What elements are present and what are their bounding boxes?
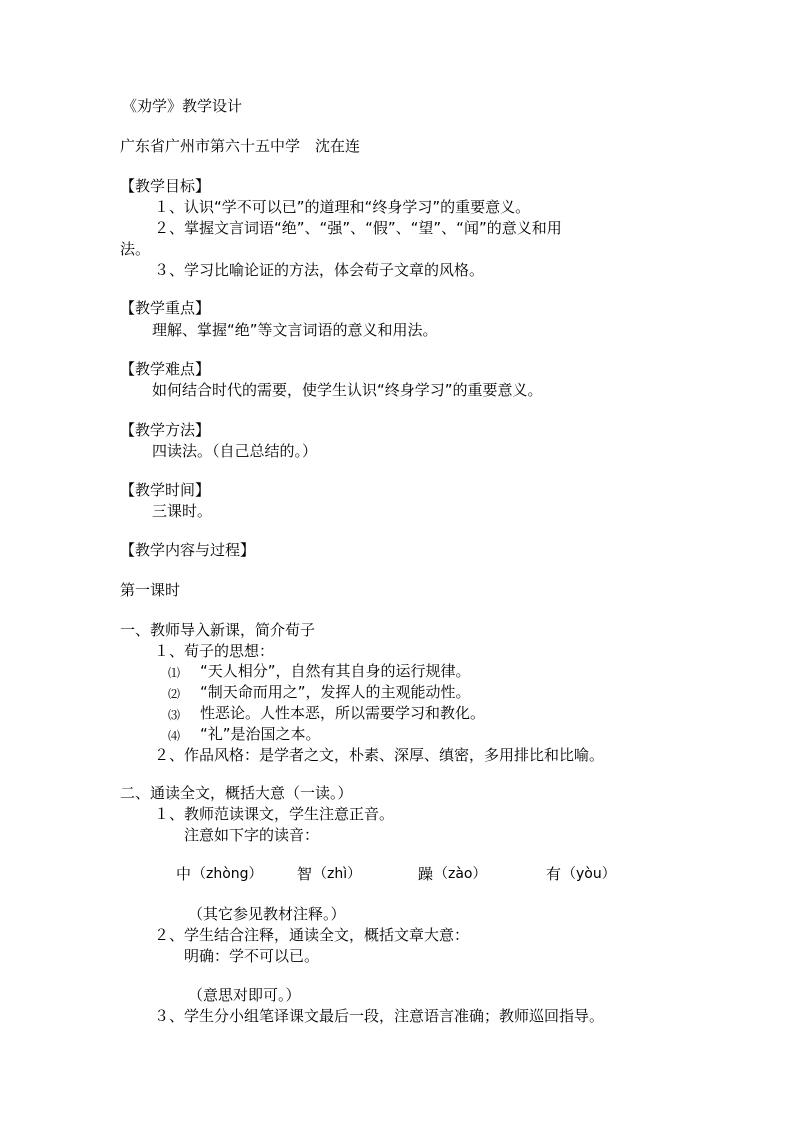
method-text: 四读法。（自己总结的。） [152, 442, 318, 460]
point-number: ⑵ [168, 687, 181, 701]
pronunciation-pinyin: （zhì） [313, 866, 362, 882]
goal-item-2-line-1: ２、掌握文言词语“绝”、“强”、“假”、“望”、“闻”的意义和用 [154, 219, 562, 237]
part-2-sub-1: １、教师范读课文，学生注意正音。 [154, 805, 395, 823]
pronunciation-note: 注意如下字的读音： [184, 826, 320, 844]
point-number: ⑷ [168, 729, 181, 743]
point-number: ⑶ [168, 708, 181, 722]
process-heading: 【教学内容与过程】 [120, 541, 256, 559]
part-1-heading: 一、教师导入新课，简介荀子 [120, 621, 316, 639]
time-heading: 【教学时间】 [120, 481, 211, 499]
pronunciation-pinyin: （zhòng） [192, 866, 263, 882]
part-1-sub-2: ２、作品风格：是学者之文，朴素、深厚、缜密，多用排比和比喻。 [154, 746, 605, 764]
pronunciation-char: 躁 [418, 865, 434, 883]
author-line: 广东省广州市第六十五中学 沈在连 [120, 137, 361, 155]
method-heading: 【教学方法】 [120, 421, 211, 439]
difficulty-heading: 【教学难点】 [120, 360, 211, 378]
point-text: “制天命而用之”，发挥人的主观能动性。 [200, 683, 471, 701]
part-1-sub-1: １、荀子的思想： [154, 642, 275, 660]
pronunciation-char: 智 [297, 865, 313, 883]
see-also-note: （其它参见教材注释。） [188, 905, 346, 923]
goal-item-1: １、认识“学不可以已”的道理和“终身学习”的重要意义。 [154, 198, 531, 216]
difficulty-text: 如何结合时代的需要，使学生认识“终身学习”的重要意义。 [152, 381, 543, 399]
key-points-heading: 【教学重点】 [120, 299, 211, 317]
part-2-sub-3: ３、学生分小组笔译课文最后一段，注意语言准确；教师巡回指导。 [154, 1007, 605, 1025]
pronunciation-char: 有 [546, 865, 562, 883]
meaning-note: （意思对即可。） [188, 986, 301, 1004]
key-points-text: 理解、掌握“绝”等文言词语的意义和用法。 [152, 321, 438, 339]
point-text: 性恶论。人性本恶，所以需要学习和教化。 [200, 704, 486, 722]
point-number: ⑴ [168, 666, 181, 680]
pronunciation-pinyin: （zào） [434, 866, 487, 882]
lesson-1-heading: 第一课时 [120, 581, 181, 599]
point-text: “礼”是治国之本。 [200, 725, 321, 743]
time-text: 三课时。 [152, 502, 213, 520]
point-text: “天人相分”，自然有其自身的运行规律。 [200, 662, 471, 680]
goal-item-2-line-2: 法。 [120, 240, 151, 258]
clarify-text: 明确：学不可以已。 [184, 947, 320, 965]
part-2-heading: 二、通读全文，概括大意（一读。） [120, 784, 353, 802]
pronunciation-char: 中 [176, 865, 192, 883]
goal-item-3: ３、学习比喻论证的方法，体会荀子文章的风格。 [154, 261, 485, 279]
goals-heading: 【教学目标】 [120, 177, 211, 195]
pronunciation-pinyin: （yòu） [562, 866, 616, 882]
part-2-sub-2: ２、学生结合注释，通读全文，概括文章大意： [154, 926, 470, 944]
doc-title: 《劝学》教学设计 [122, 97, 243, 115]
